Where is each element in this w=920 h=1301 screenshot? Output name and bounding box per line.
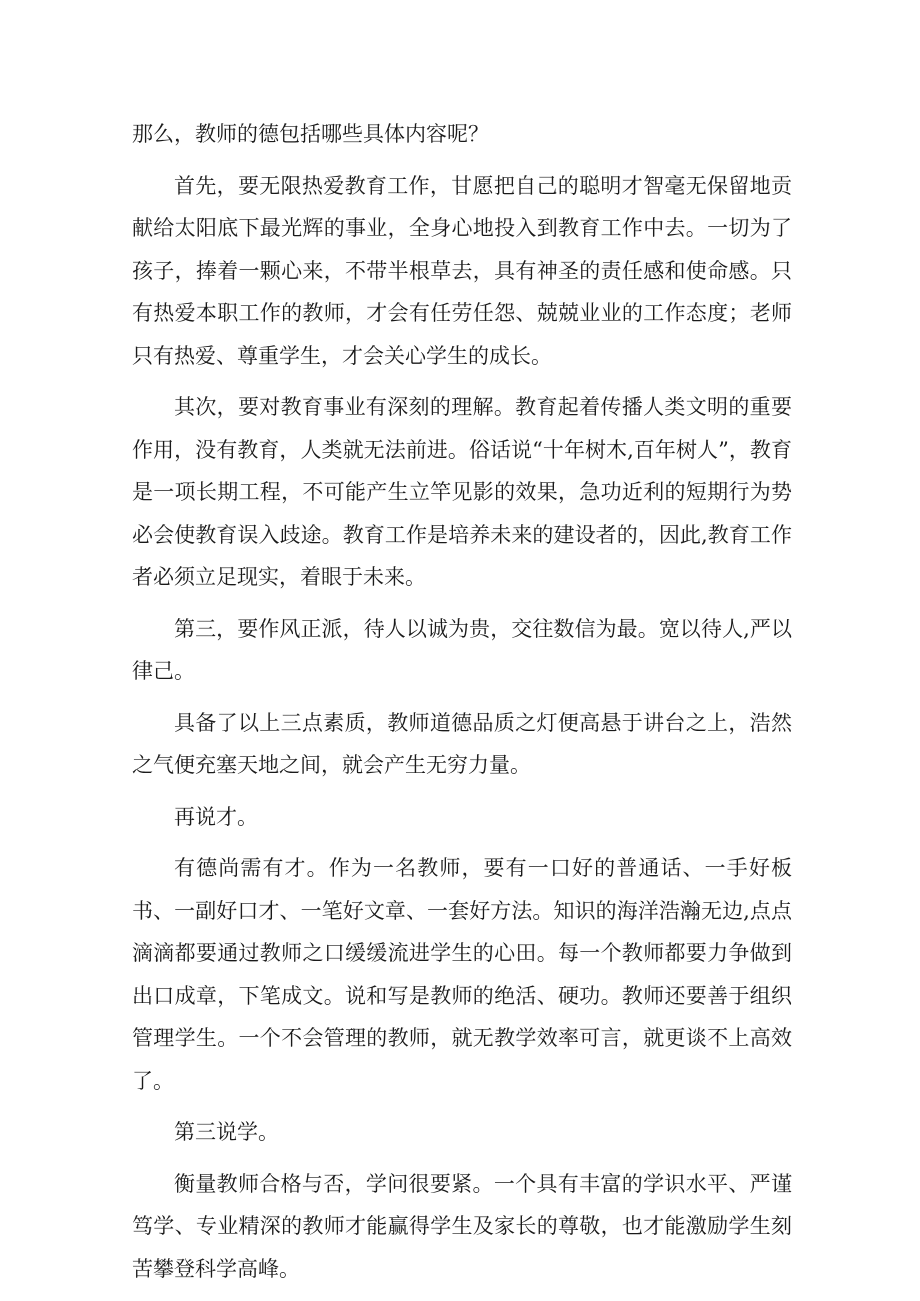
paragraph-summary: 具备了以上三点素质，教师道德品质之灯便高悬于讲台之上，浩然之气便充塞天地之间，就会产生无穷力量。 (132, 710, 792, 777)
paragraph-learning: 衡量教师合格与否，学问很要紧。一个具有丰富的学识水平、严谨笃学、专业精深的教师才能赢得学生及家长的尊敬，也才能激励学生刻苦攀登科学高峰。 (132, 1171, 792, 1281)
paragraph-third-point: 第三，要作风正派，待人以诚为贵，交往数信为最。宽以待人,严以律己。 (132, 616, 792, 683)
paragraph-talent: 有德尚需有才。作为一名教师，要有一口好的普通话、一手好板书、一副好口才、一笔好文章、一套好方法。知识的海洋浩瀚无边,点点滴滴都要通过教师之口缓缓流进学生的心田。每一个教师都要力争做到出口成章，下笔成文。说和写是教师的绝活、硬功。教师还要善于组织管理学生。一个不会管理的教师，就无教学效率可言，就更谈不上高效了。 (132, 856, 792, 1093)
paragraph-talent-heading: 再说才。 (174, 804, 258, 829)
paragraph-learning-heading: 第三说学。 (174, 1120, 279, 1144)
document-body (132, 113, 792, 1299)
paragraph-question: 那么，教师的德包括哪些具体内容呢？ (132, 122, 489, 146)
paragraph-second-point: 其次，要对教育事业有深刻的理解。教育起着传播人类文明的重要作用，没有教育，人类就无法前进。俗话说“十年树木,百年树人”，教育是一项长期工程，不可能产生立竿见影的效果，急功近利的短期行为势必会使教育误入歧途。教育工作是培养未来的建设者的，因此,教育工作者必须立足现实，着眼于未来。 (132, 395, 792, 589)
paragraph-first-point: 首先，要无限热爱教育工作，甘愿把自己的聪明才智毫无保留地贡献给太阳底下最光辉的事业，全身心地投入到教育工作中去。一切为了孩子，捧着一颗心来，不带半根草去，具有神圣的责任感和使命感。只有热爱本职工作的教师，才会有任劳任怨、兢兢业业的工作态度；老师只有热爱、尊重学生，才会关心学生的成长。 (132, 173, 792, 368)
